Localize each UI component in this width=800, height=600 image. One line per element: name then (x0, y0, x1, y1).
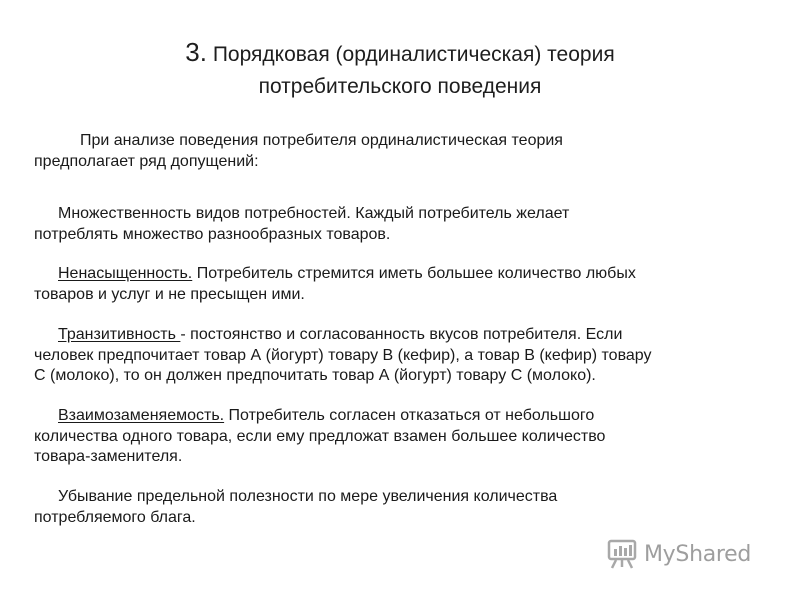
title-line-1: Порядковая (ординалистическая) теория (212, 43, 615, 66)
assumption-substitutability (34, 406, 774, 468)
assumption-nonsatiation (34, 264, 774, 305)
slide-title (100, 36, 700, 103)
assumption-text: количества одного товара, если ему предложат взамен большее количество (34, 427, 606, 445)
watermark-text: MyShared (644, 541, 752, 567)
myshared-logo-icon (606, 537, 640, 571)
intro-line-2: предполагает ряд допущений: (34, 153, 259, 170)
assumption-text: Каждый потребитель желает (350, 205, 570, 222)
assumption-transitivity (34, 325, 774, 387)
assumption-term: Взаимозаменяемость. (58, 407, 225, 424)
assumption-text: потребляемого блага. (34, 508, 196, 526)
assumption-term: Ненасыщенность. (58, 265, 193, 282)
assumption-diminishing-utility (34, 487, 774, 528)
assumption-text: потреблять множество разнообразных товаров. (34, 225, 391, 243)
intro-line-1: При анализе поведения потребителя ординалистическая теория (80, 132, 563, 149)
assumption-text: товаров и услуг и не пресыщен ими. (34, 285, 305, 303)
assumption-text: человек предпочитает товар А (йогурт) товару В (кефир), а товар В (кефир) товару (34, 346, 652, 364)
title-line-2: потребительского поведения (258, 75, 542, 98)
assumption-term: Множественность видов потребностей. (58, 205, 351, 222)
assumption-text: товара-заменителя. (34, 448, 183, 465)
assumption-term: Транзитивность (58, 326, 181, 343)
assumption-text: Потребитель согласен отказаться от небольшого (224, 407, 595, 424)
assumption-text: С (молоко), то он должен предпочитать товар А (йогурт) товару С (молоко). (34, 367, 596, 384)
myshared-watermark (606, 536, 776, 572)
title-number: 3. (185, 37, 207, 67)
intro-paragraph (34, 130, 754, 172)
assumption-multiplicity (34, 204, 774, 245)
assumption-text: Потребитель стремится иметь большее количество любых (192, 265, 636, 282)
assumption-term: Убывание предельной полезности по мере увеличения количества (58, 488, 558, 505)
assumption-text: - постоянство и согласованность вкусов потребителя. Если (180, 326, 623, 343)
